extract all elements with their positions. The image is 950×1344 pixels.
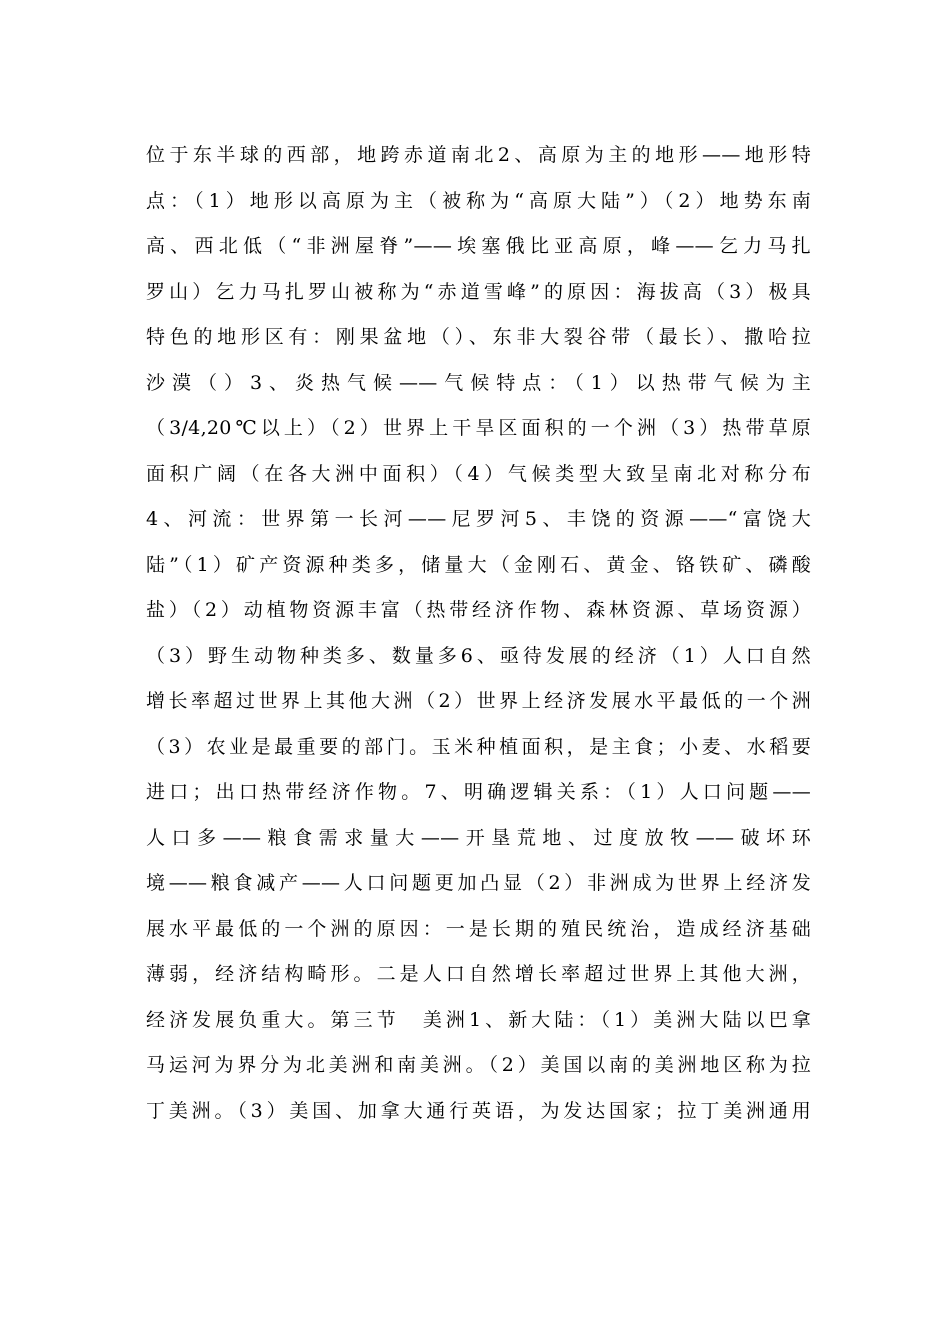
text-line: 高、西北低（“非洲屋脊”——埃塞俄比亚高原，峰——乞力马扎 xyxy=(146,235,811,257)
text-line: 进口；出口热带经济作物。7、明确逻辑关系：（1）人口问题—— xyxy=(146,781,811,803)
text-line: 展水平最低的一个洲的原因：一是长期的殖民统治，造成经济基础 xyxy=(146,917,811,940)
text-line: （3）野生动物种类多、数量多6、亟待发展的经济（1）人口自然 xyxy=(146,644,811,667)
text-line: 盐）（2）动植物资源丰富（热带经济作物、森林资源、草场资源） xyxy=(146,599,811,621)
text-line: 马运河为界分为北美洲和南美洲。（2）美国以南的美洲地区称为拉 xyxy=(146,1054,811,1076)
text-line: 丁美洲。（3）美国、加拿大通行英语，为发达国家；拉丁美洲通用 xyxy=(146,1099,811,1122)
body-text xyxy=(146,133,811,1134)
text-line: （3）农业是最重要的部门。玉米种植面积，是主食；小麦、水稻要 xyxy=(146,735,811,758)
text-line: 位于东半球的西部，地跨赤道南北2、高原为主的地形——地形特 xyxy=(146,144,811,166)
text-line: 点：（1）地形以高原为主（被称为“高原大陆”）（2）地势东南 xyxy=(146,189,811,212)
text-line: 特色的地形区有：刚果盆地（）、东非大裂谷带（最长）、撒哈拉 xyxy=(146,326,811,348)
text-line: 境——粮食减产——人口问题更加凸显（2）非洲成为世界上经济发 xyxy=(146,872,811,894)
text-line: 薄弱，经济结构畸形。二是人口自然增长率超过世界上其他大洲， xyxy=(146,963,811,985)
text-line: 沙漠（）3、炎热气候——气候特点：（1）以热带气候为主 xyxy=(146,371,811,394)
text-line: 经济发展负重大。第三节 美洲1、新大陆：（1）美洲大陆以巴拿 xyxy=(146,1008,811,1031)
text-line: 罗山）乞力马扎罗山被称为“赤道雪峰”的原因：海拔高（3）极具 xyxy=(146,280,811,303)
text-line: 增长率超过世界上其他大洲（2）世界上经济发展水平最低的一个洲 xyxy=(146,690,811,712)
text-line: 4、河流：世界第一长河——尼罗河5、丰饶的资源——“富饶大 xyxy=(146,508,811,530)
text-line: 面积广阔（在各大洲中面积）（4）气候类型大致呈南北对称分布 xyxy=(146,462,811,485)
text-line: 人口多——粮食需求量大——开垦荒地、过度放牧——破坏环 xyxy=(146,826,811,849)
text-line: （3/4,20℃以上）（2）世界上干旱区面积的一个洲（3）热带草原 xyxy=(146,417,811,439)
text-line: 陆”（1）矿产资源种类多，储量大（金刚石、黄金、铬铁矿、磷酸 xyxy=(146,553,811,576)
